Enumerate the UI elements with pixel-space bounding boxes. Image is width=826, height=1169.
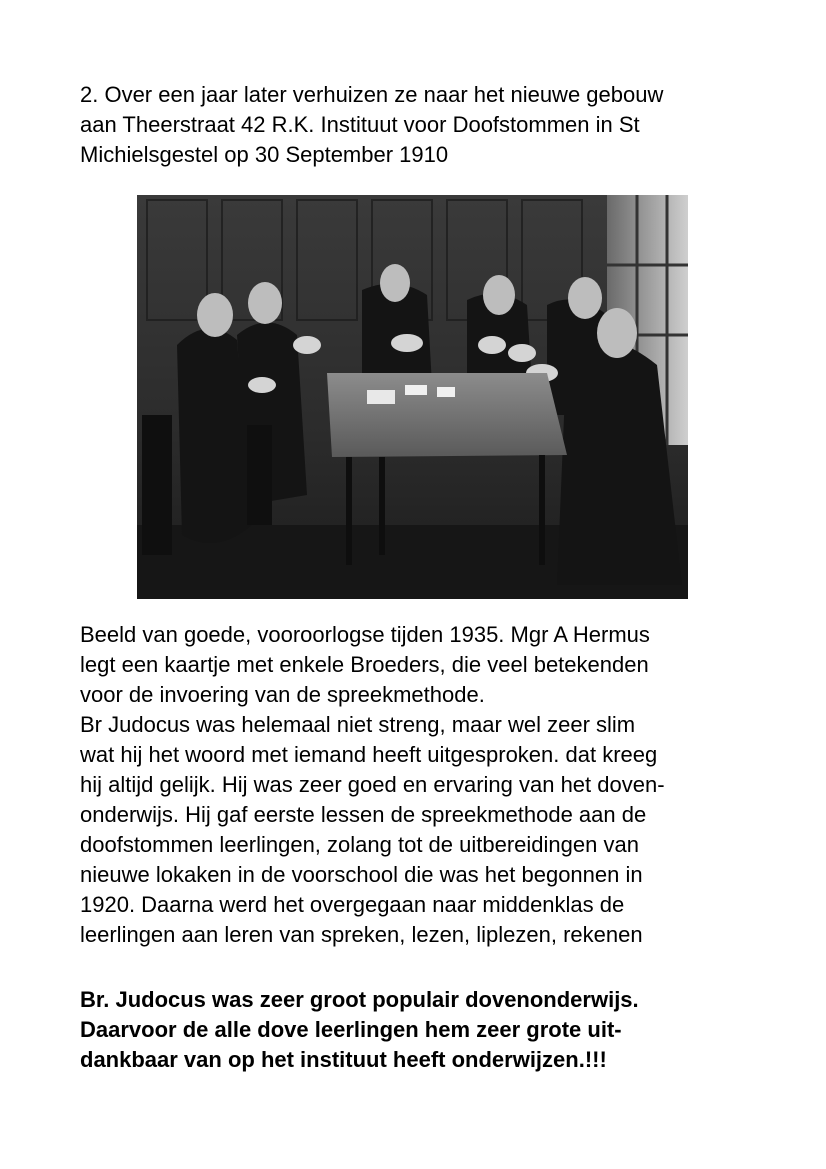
intro-paragraph xyxy=(80,80,760,170)
body-line-4: Br Judocus was helemaal niet streng, maar wel zeer slim xyxy=(80,712,636,737)
body-line-7: onderwijs. Hij gaf eerste lessen de spreekmethode aan de xyxy=(80,802,647,827)
body-line-6: hij altijd gelijk. Hij was zeer goed en ervaring van het doven- xyxy=(80,772,665,797)
intro-line-3: Michielsgestel op 30 September 1910 xyxy=(80,142,449,167)
historical-photo xyxy=(137,195,688,599)
closing-line-3: dankbaar van op het instituut heeft onderwijzen.!!! xyxy=(80,1047,607,1072)
body-line-5: wat hij het woord met iemand heeft uitgesproken. dat kreeg xyxy=(80,742,658,767)
closing-line-2: Daarvoor de alle dove leerlingen hem zeer grote uit- xyxy=(80,1017,622,1042)
body-line-11: leerlingen aan leren van spreken, lezen, liplezen, rekenen xyxy=(80,922,643,947)
closing-line-1: Br. Judocus was zeer groot populair dovenonderwijs. xyxy=(80,987,639,1012)
intro-line-1: 2. Over een jaar later verhuizen ze naar het nieuwe gebouw xyxy=(80,82,664,107)
closing-paragraph xyxy=(80,985,760,1075)
body-line-2: legt een kaartje met enkele Broeders, die veel betekenden xyxy=(80,652,649,677)
caption-paragraph xyxy=(80,620,760,950)
intro-line-2: aan Theerstraat 42 R.K. Instituut voor Doofstommen in St xyxy=(80,112,640,137)
body-line-9: nieuwe lokaken in de voorschool die was het begonnen in xyxy=(80,862,643,887)
body-line-8: doofstommen leerlingen, zolang tot de uitbereidingen van xyxy=(80,832,639,857)
body-line-10: 1920. Daarna werd het overgegaan naar middenklas de xyxy=(80,892,625,917)
body-line-3: voor de invoering van de spreekmethode. xyxy=(80,682,485,707)
body-line-1: Beeld van goede, vooroorlogse tijden 1935. Mgr A Hermus xyxy=(80,622,650,647)
